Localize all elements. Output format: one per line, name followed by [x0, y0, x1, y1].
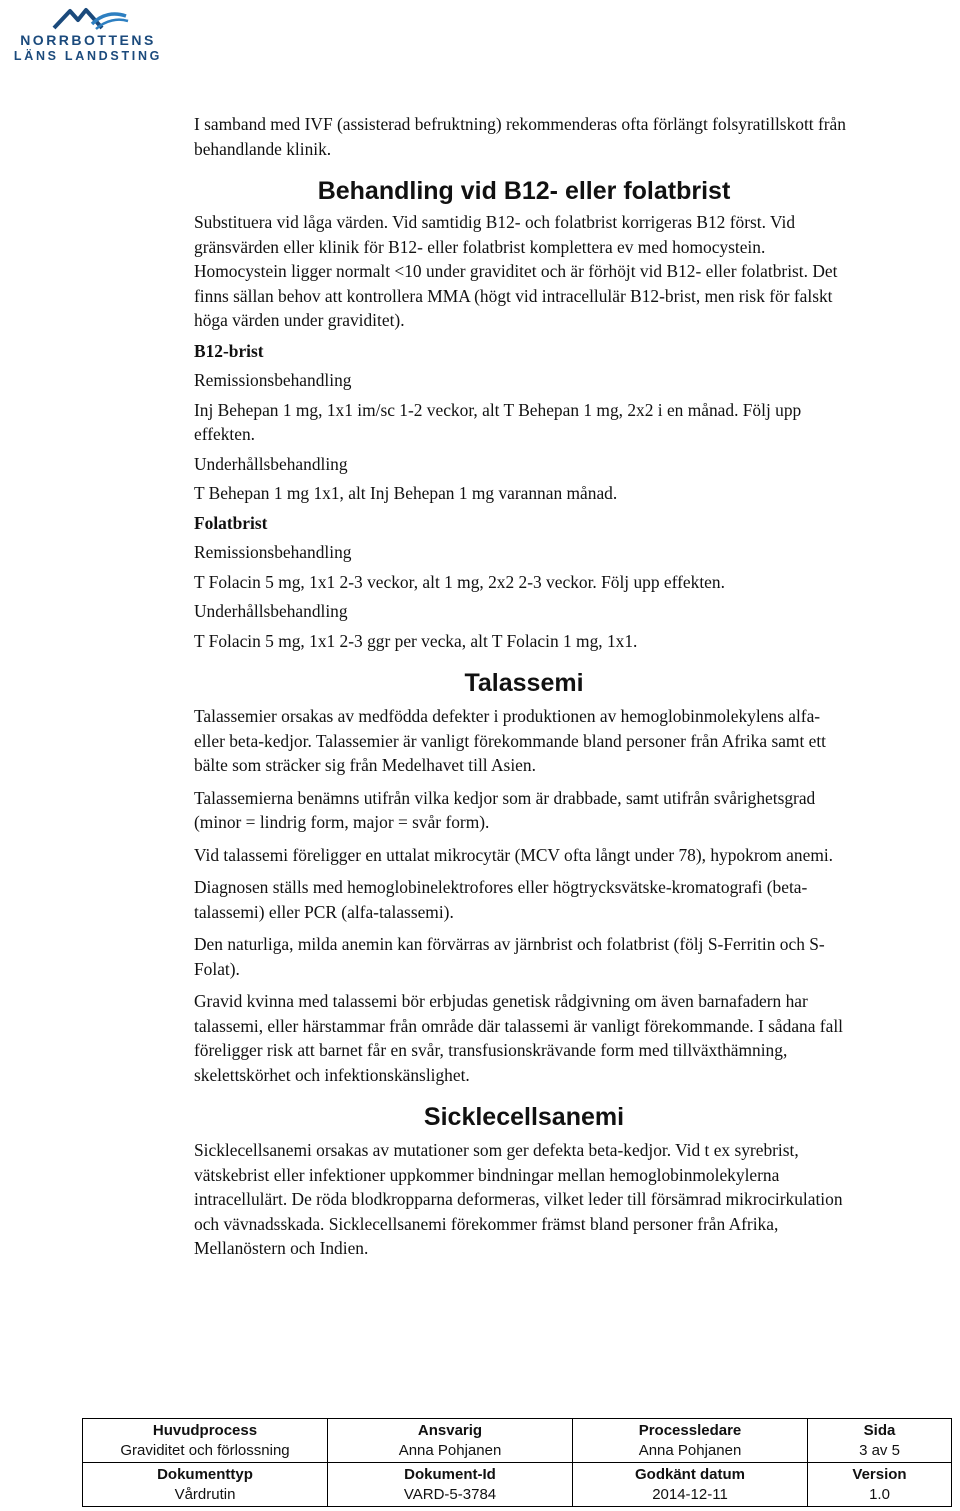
footer-cell-processledare	[573, 1419, 808, 1463]
footer-row	[83, 1419, 952, 1463]
footer-label: Sida	[863, 1422, 896, 1439]
talassemi-paragraph: Talassemierna benämns utifrån vilka kedjor som är drabbade, samt utifrån svårighetsgrad (minor = lindrig form, major = svår form).	[194, 787, 816, 832]
footer-value: 1.0	[869, 1486, 890, 1503]
folate-deficiency-title: Folatbrist	[194, 512, 268, 533]
talassemi-paragraph: Den naturliga, milda anemin kan förvärras av järnbrist och folatbrist (följ S-Ferritin och S-Folat).	[194, 934, 825, 979]
footer-cell-sida	[808, 1419, 952, 1463]
logo-text-line1: NORRBOTTENS	[20, 32, 156, 48]
b12-remission-text: Inj Behepan 1 mg, 1x1 im/sc 1-2 veckor, alt T Behepan 1 mg, 2x2 i en månad. Följ upp effekten.	[194, 399, 802, 444]
footer-cell-dokumenttyp	[83, 1463, 328, 1507]
document-body	[194, 112, 854, 1269]
footer-row	[83, 1463, 952, 1507]
b12-intro-text3: Det finns sällan behov att kontrollera MMA (högt vid intracellulär B12-brist, men risk för falskt höga värden under graviditet).	[194, 261, 838, 330]
footer-label: Huvudprocess	[152, 1422, 258, 1439]
footer-value: Graviditet och förlossning	[120, 1442, 290, 1459]
b12-deficiency-title: B12-brist	[194, 340, 264, 361]
talassemi-paragraph: Diagnosen ställs med hemoglobinelektrofores eller högtrycksvätske-kromatografi (beta-talassemi) eller PCR (alfa-talassemi).	[194, 877, 808, 922]
sicklecell-paragraph: Sicklecellsanemi orsakas av mutationer som ger defekta beta-kedjor. Vid t ex syrebrist, vätskebrist eller infektioner uppkommer bindningar mellan hemoglobinmolekylerna intracellulärt. De röda blodkropparna deformeras, vilket leder till försämrad mikrocirkulation och vävnadsskada. Sicklecellsanemi förekommer främst bland personer från Afrika, Mellanöstern och Indien.	[194, 1140, 843, 1258]
talassemi-paragraph: Vid talassemi föreligger en uttalat mikrocytär (MCV ofta långt under 78), hypokrom anemi.	[194, 844, 834, 865]
b12-intro-paragraph	[194, 210, 854, 333]
logo-text-line2: LÄNS LANDSTING	[13, 49, 163, 63]
footer-value: 3 av 5	[859, 1442, 900, 1459]
footer-value: VARD-5-3784	[403, 1486, 497, 1503]
footer-label: Version	[852, 1466, 907, 1483]
folate-remission-text: T Folacin 5 mg, 1x1 2-3 veckor, alt 1 mg, 2x2 2-3 veckor. Följ upp effekten.	[194, 571, 725, 592]
b12-intro-text2: Homocystein ligger normalt <10 under graviditet och är förhöjt vid B12- eller folatbrist.	[194, 261, 808, 281]
footer-cell-dokument-id	[328, 1463, 573, 1507]
footer-label: Godkänt datum	[634, 1466, 745, 1483]
footer-cell-godkant-datum	[573, 1463, 808, 1507]
folate-remission-label: Remissionsbehandling	[194, 542, 352, 562]
footer-value: 2014-12-11	[652, 1486, 728, 1503]
b12-maintenance-text: T Behepan 1 mg 1x1, alt Inj Behepan 1 mg varannan månad.	[194, 483, 618, 503]
b12-maintenance-label: Underhållsbehandling	[194, 453, 348, 474]
footer-value: Anna Pohjanen	[398, 1442, 502, 1459]
footer-label: Ansvarig	[417, 1422, 483, 1439]
talassemi-paragraph: Gravid kvinna med talassemi bör erbjudas genetisk rådgivning om även barnafadern har talassemi, eller härstammar från område där talassemi är vanligt förekommande. I sådana fall föreligger risk att barnet får en svår, transfusionskrävande form med tillväxthämning, skelettskörhet och infektionskänslighet.	[194, 991, 843, 1085]
footer-value: Anna Pohjanen	[638, 1442, 742, 1459]
document-footer-table	[82, 1418, 952, 1507]
footer-cell-huvudprocess	[83, 1419, 328, 1463]
footer-label: Processledare	[638, 1422, 742, 1439]
folate-maintenance-text: T Folacin 5 mg, 1x1 2-3 ggr per vecka, alt T Folacin 1 mg, 1x1.	[194, 630, 638, 651]
heading-sicklecellsanemi: Sicklecellsanemi	[423, 1103, 625, 1131]
footer-cell-version	[808, 1463, 952, 1507]
heading-b12-folate: Behandling vid B12- eller folatbrist	[317, 177, 731, 205]
b12-intro-text1: Substituera vid låga värden. Vid samtidig B12- och folatbrist korrigeras B12 först. Vid gränsvärden eller klinik för B12- eller folatbrist komplettera ev med homocystein.	[194, 212, 796, 257]
logo-emblem-icon	[8, 2, 168, 36]
footer-cell-ansvarig	[328, 1419, 573, 1463]
footer-label: Dokumenttyp	[157, 1466, 253, 1483]
footer-value: Vårdrutin	[174, 1486, 236, 1503]
organization-logo	[8, 2, 168, 66]
talassemi-paragraph: Talassemier orsakas av medfödda defekter i produktionen av hemoglobinmolekylens alfa- eller beta-kedjor. Talassemier är vanligt förekommande bland personer från Afrika samt ett bälte som sträcker sig från Medelhavet till Asien.	[194, 706, 827, 775]
b12-remission-label: Remissionsbehandling	[194, 370, 352, 390]
intro-paragraph: I samband med IVF (assisterad befruktning) rekommenderas ofta förlängt folsyratillskott från behandlande klinik.	[194, 114, 846, 159]
footer-label: Dokument-Id	[404, 1466, 496, 1483]
folate-maintenance-label: Underhållsbehandling	[194, 601, 348, 621]
heading-talassemi: Talassemi	[464, 669, 584, 697]
